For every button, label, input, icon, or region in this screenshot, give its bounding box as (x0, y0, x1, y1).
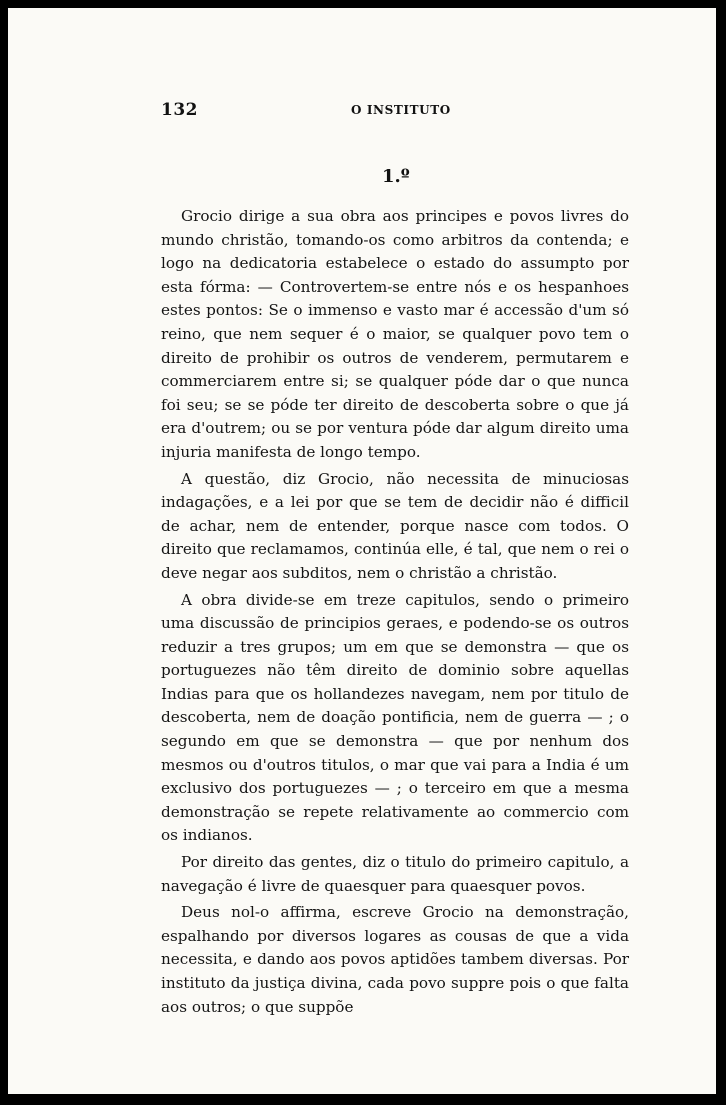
paragraph-1: Grocio dirige a sua obra aos principes e povos livres do mundo christão, tomando-os como arbitros da contenda; e logo na dedicatoria estabelece o estado do assumpto por esta fórma: — Controvertem-se entre nós e os hespanhoes estes pontos: Se o immenso e vasto mar é accessão d'um só reino, que nem sequer é o maior, se qualquer povo tem o direito de prohibir os outros de venderem, permutarem e commerciarem entre si; se qualquer póde dar o que nunca foi seu; se se póde ter direito de descoberta sobre o que já era d'outrem; ou se por ventura póde dar algum direito uma injuria manifesta de longo tempo. (161, 207, 629, 461)
page-number: 132 (161, 100, 198, 120)
page-header (161, 100, 637, 124)
paragraph-3: A obra divide-se em treze capitulos, sendo o primeiro uma discussão de principios geraes, e podendo-se os outros reduzir a tres grupos; um em que se demonstra — que os portuguezes não têm direito de dominio sobre aquellas Indias para que os hollandezes navegam, nem por titulo de descoberta, nem de doação pontificia, nem de guerra — ; o segundo em que se demonstra — que por nenhum dos mesmos ou d'outros titulos, o mar que vai para a India é um exclusivo dos portuguezes — ; o terceiro em que a mesma demonstração se repete relativamente ao commercio com os indianos. (161, 590, 629, 845)
paragraph-5: Deus nol-o affirma, escreve Grocio na demonstração, espalhando por diversos logares as cousas de que a vida necessita, e dando aos povos aptidões tambem diversas. Por instituto da justiça divina, cada povo suppre pois o que falta aos outros; o que suppõe (161, 903, 629, 1016)
paragraph-4: Por direito das gentes, diz o titulo do primeiro capitulo, a navegação é livre de quaesquer para quaesquer povos. (161, 853, 629, 895)
paragraph-2: A questão, diz Grocio, não necessita de minuciosas indagações, e a lei por que se tem de decidir não é difficil de achar, nem de entender, porque nasce com todos. O direito que reclamamos, continúa elle, é tal, que nem o rei o deve negar aos subditos, nem o christão a christão. (161, 469, 629, 582)
body-text (161, 205, 629, 1019)
section-number: 1.º (382, 166, 410, 187)
book-page (8, 8, 716, 1094)
running-title: O INSTITUTO (351, 103, 451, 117)
